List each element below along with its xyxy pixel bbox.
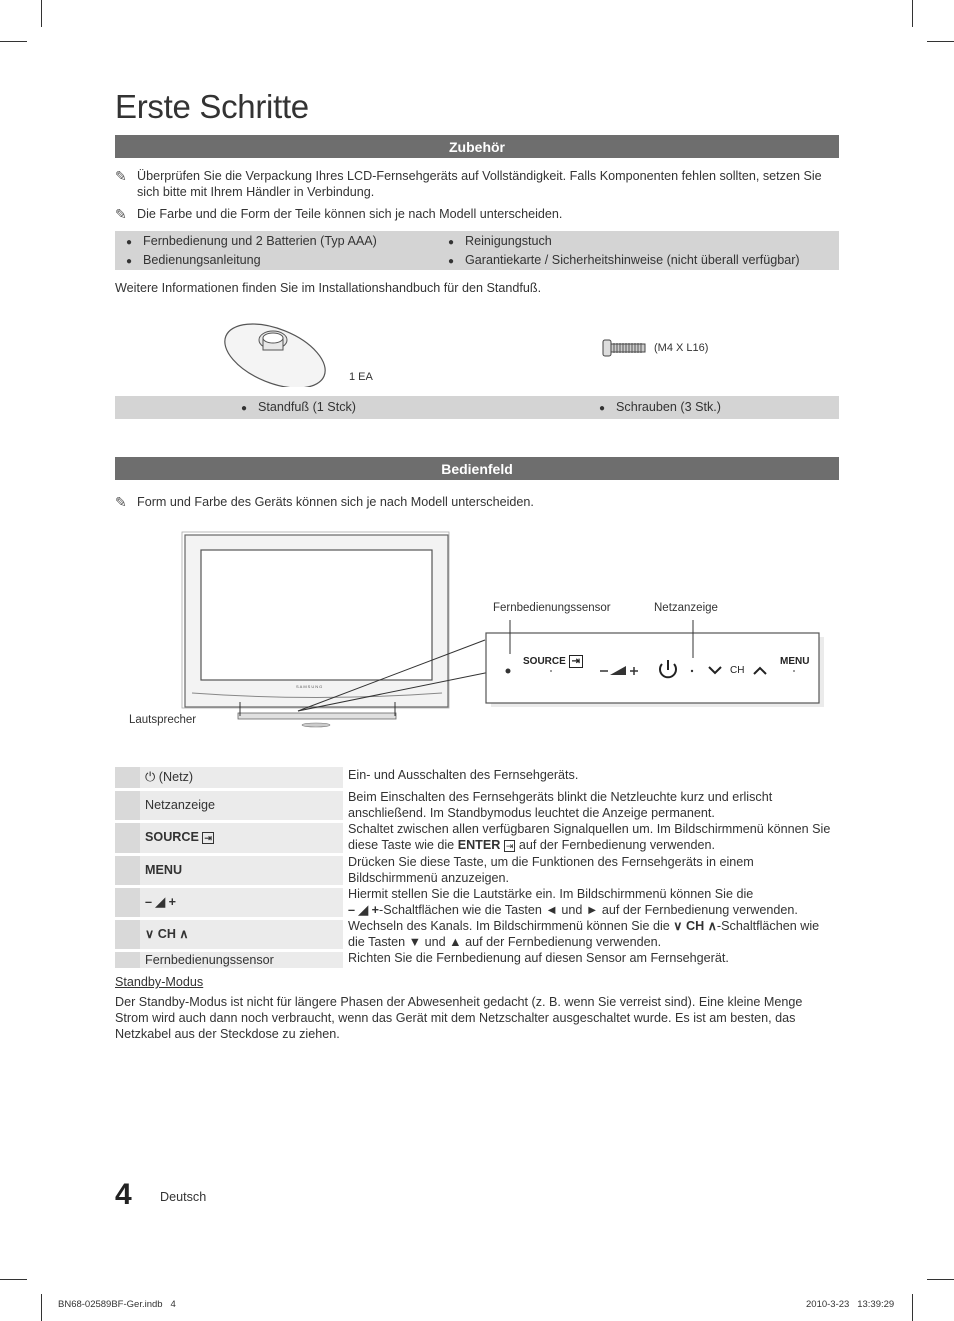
enter-icon: ⇥ [505,841,514,851]
callout-sensor: Fernbedienungssensor [493,602,611,614]
page-number: 4 [115,1178,132,1211]
standby-heading: Standby-Modus [115,975,204,989]
footer-file: BN68-02589BF-Ger.indb 4 [58,1299,176,1310]
enter-icon: ⇥ [204,833,212,843]
pencil-icon: ✎ [115,206,127,222]
table-row: Netzanzeige Beim Einschalten des Fernsehgeräts blinkt die Netzleuchte kurz und erlischt anschließend. Im Standbymodus leuchtet die Anzeige permanent. [115,789,839,821]
crop-mark [0,41,27,42]
list-item: ● Standfuß (1 Stck) [240,400,356,414]
table-row: Fernbedienungssensor Richten Sie die Fernbedienung auf diesen Sensor am Fernsehgerät. [115,950,839,969]
screw-size: (M4 X L16) [654,342,709,354]
power-icon: ⏻ [145,769,156,785]
panel-menu-label: MENU [780,656,810,667]
pencil-icon: ✎ [115,494,127,510]
tv-illustration [180,530,830,735]
table-row: MENU Drücken Sie diese Taste, um die Funktionen des Fernsehgeräts in einem Bildschirmmenü anzuzeigen. [115,854,839,886]
chevron-down-icon: ∨ [673,919,683,933]
list-item: ● Bedienungsanleitung [125,253,261,267]
panel-ch-label: CH [730,665,745,676]
brand-logo: SAMSUNG [296,684,324,689]
pencil-icon: ✎ [115,168,127,184]
crop-mark [41,0,42,27]
volume-icon: – ◢ + [145,895,177,909]
section-header-zubehoer: Zubehör [115,135,839,158]
list-item: ● Fernbedienung und 2 Batterien (Typ AAA) [125,234,377,248]
chevron-down-icon: ∨ [145,927,155,941]
callout-power-indicator: Netzanzeige [654,602,718,614]
screw-illustration [602,337,648,359]
stand-info: Weitere Informationen finden Sie im Installationshandbuch für den Standfuß. [115,281,542,295]
chevron-up-icon: ∧ [179,927,189,941]
note-color-form: ✎ Die Farbe und die Form der Teile können sich je nach Modell unterscheiden. [115,206,563,222]
crop-mark [927,1279,954,1280]
list-item: ● Garantiekarte / Sicherheitshinweise (nicht überall verfügbar) [447,253,800,267]
table-row: ∨ CH ∧ Wechseln des Kanals. Im Bildschirmmenü können Sie die ∨ CH ∧-Schaltflächen wie die Tasten ▼ und ▲ auf der Fernbedienung verwenden. [115,918,839,950]
footer-timestamp: 2010-3-23 13:39:29 [806,1299,895,1310]
note-packaging: ✎ Überprüfen Sie die Verpackung Ihres LCD-Fernsehgeräts auf Vollständigkeit. Falls Komponenten fehlen sollten, setzen Sie sich bitte mit Ihrem Händler in Verbindung. [115,168,822,199]
stand-qty: 1 EA [349,371,373,383]
crop-mark [912,1294,913,1321]
chevron-up-icon: ∧ [707,919,717,933]
list-item: ● Reinigungstuch [447,234,552,248]
crop-mark [912,0,913,27]
callout-speaker: Lautsprecher [129,714,197,726]
list-item: ● Schrauben (3 Stk.) [598,400,721,414]
crop-mark [0,1279,27,1280]
control-table [115,767,839,971]
stand-illustration [215,312,335,387]
note-form-color: ✎ Form und Farbe des Geräts können sich je nach Modell unterscheiden. [115,494,534,510]
table-row: SOURCE ⇥ Schaltet zwischen allen verfügbaren Signalquellen um. Im Bildschirmmenü können Sie diese Taste wie die ENTER ⇥ auf der Fernbedienung verwenden. [115,821,839,854]
standby-text: Der Standby-Modus ist nicht für längere Phasen der Abwesenheit gedacht (z. B. wenn Sie verreist sind). Eine kleine Menge Strom wird auch dann noch verbraucht, wenn das Gerät mit dem Netzschalter ausgeschaltet wurde. Es ist am besten, das Netzkabel aus der Steckdose zu ziehen. [115,995,803,1041]
section-header-bedienfeld: Bedienfeld [115,457,839,480]
crop-mark [927,41,954,42]
volume-icon: – ◢ + [348,903,380,917]
table-row: ⏻ (Netz) Ein- und Ausschalten des Fernsehgeräts. [115,767,839,789]
accessory-list [115,231,839,270]
panel-source-label: SOURCE ⇥ [523,656,583,667]
footer-language: Deutsch [160,1190,207,1204]
parts-list [115,396,839,419]
table-row: – ◢ + Hiermit stellen Sie die Lautstärke ein. Im Bildschirmmenü können Sie die – ◢ +-Schaltflächen wie die Tasten ◄ und ► auf der Fernbedienung verwenden. [115,886,839,918]
page-title: Erste Schritte [115,88,309,125]
crop-mark [41,1294,42,1321]
